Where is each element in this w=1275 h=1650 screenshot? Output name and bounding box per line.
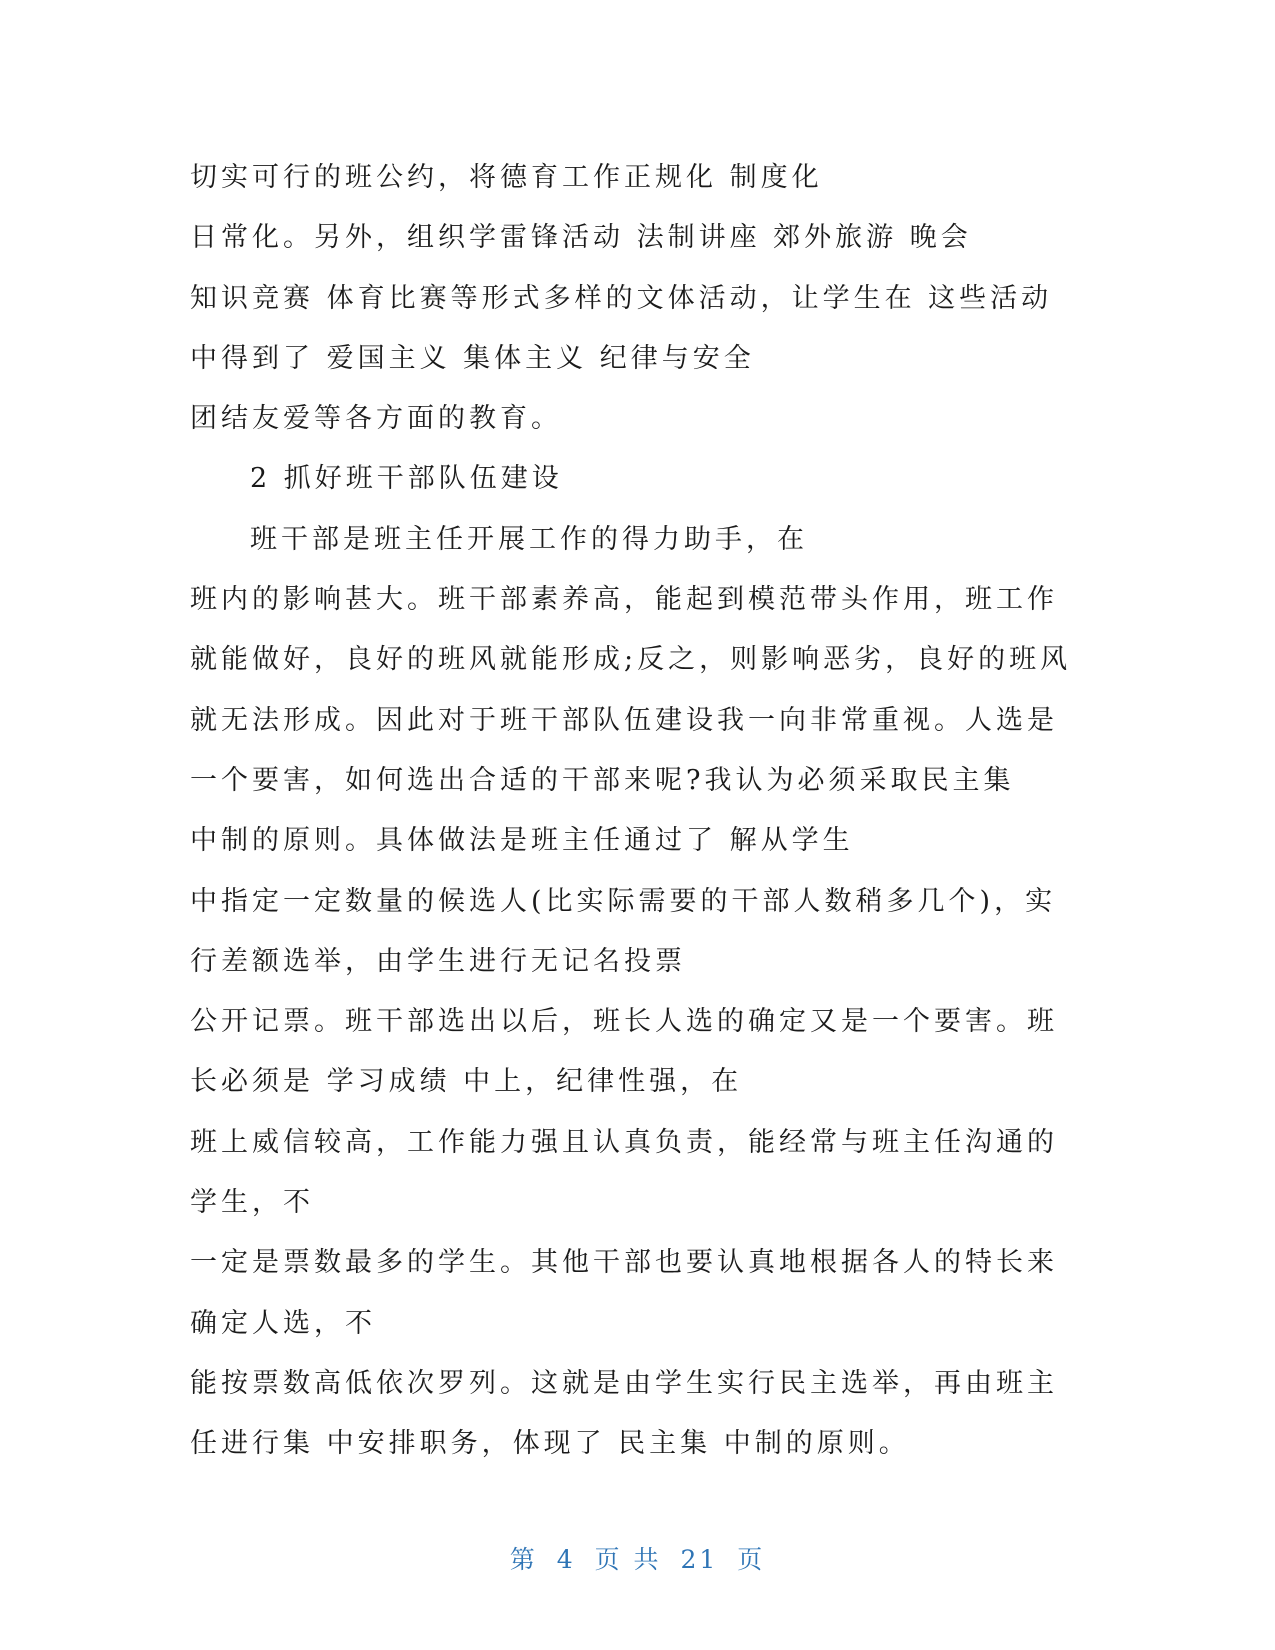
- text-line: 中制的原则。具体做法是班主任通过了 解从学生: [190, 825, 854, 857]
- page-footer: [0, 1540, 1275, 1576]
- text-line: 知识竞赛 体育比赛等形式多样的文体活动，让学生在 这些活动: [190, 282, 1053, 314]
- text-line: 确定人选，不: [190, 1307, 376, 1339]
- footer-current-page: 4: [556, 1545, 576, 1574]
- text-line: 能按票数高低依次罗列。这就是由学生实行民主选举，再由班主: [190, 1367, 1058, 1399]
- text-line: 就能做好，良好的班风就能形成;反之，则影响恶劣，良好的班风: [190, 644, 1072, 676]
- footer-middle: 页 共: [594, 1545, 662, 1574]
- text-line: 行差额选举，由学生进行无记名投票: [190, 945, 686, 977]
- text-line: 班上威信较高，工作能力强且认真负责，能经常与班主任沟通的: [190, 1126, 1058, 1158]
- text-line: 任进行集 中安排职务，体现了 民主集 中制的原则。: [190, 1428, 910, 1460]
- text-line: 团结友爱等各方面的教育。: [190, 403, 562, 435]
- text-line: 长必须是 学习成绩 中上，纪律性强，在: [190, 1066, 743, 1098]
- text-line: 班内的影响甚大。班干部素养高，能起到模范带头作用，班工作: [190, 584, 1058, 616]
- text-line: 中指定一定数量的候选人(比实际需要的干部人数稍多几个)，实: [190, 885, 1057, 917]
- text-line: 日常化。另外，组织学雷锋活动 法制讲座 郊外旅游 晚会: [190, 222, 972, 254]
- text-line: 切实可行的班公约，将德育工作正规化 制度化: [190, 162, 823, 193]
- text-line: 一定是票数最多的学生。其他干部也要认真地根据各人的特长来: [190, 1247, 1058, 1279]
- text-line: 一个要害，如何选出合适的干部来呢?我认为必须采取民主集: [190, 764, 1015, 796]
- text-line: 2 抓好班干部队伍建设: [250, 463, 563, 495]
- text-line: 学生，不: [190, 1187, 314, 1219]
- footer-total-pages: 21: [680, 1545, 719, 1574]
- text-line: 公开记票。班干部选出以后，班长人选的确定又是一个要害。班: [190, 1006, 1058, 1038]
- document-body: [190, 148, 1090, 1475]
- footer-suffix: 页: [737, 1545, 766, 1574]
- text-line: 就无法形成。因此对于班干部队伍建设我一向非常重视。人选是: [190, 704, 1058, 736]
- text-line: 中得到了 爱国主义 集体主义 纪律与安全: [190, 342, 755, 374]
- footer-prefix: 第: [509, 1545, 538, 1574]
- text-line: 班干部是班主任开展工作的得力助手，在: [250, 523, 808, 555]
